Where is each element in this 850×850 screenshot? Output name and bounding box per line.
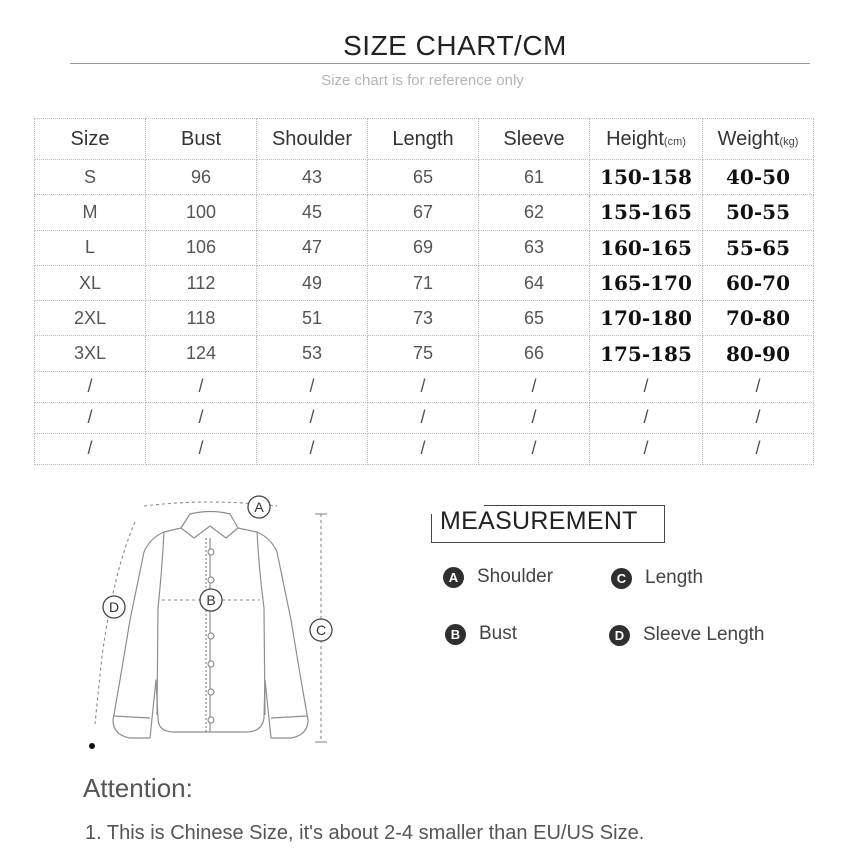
cell-weight: 70-80	[703, 301, 814, 336]
cell-shoulder: 51	[257, 301, 368, 336]
cell-length: 71	[368, 265, 479, 300]
page-title: SIZE CHART/CM	[343, 30, 567, 61]
header-shoulder: Shoulder	[257, 119, 368, 160]
cell-shoulder: 53	[257, 336, 368, 371]
marker-b	[200, 589, 222, 611]
badge-a-icon: A	[443, 567, 464, 588]
marker-a	[248, 496, 270, 518]
cell-size: 3XL	[35, 336, 146, 371]
cell-size: L	[35, 230, 146, 265]
cell-height: /	[590, 433, 703, 464]
cell-sleeve: 61	[479, 160, 590, 195]
table-row	[35, 195, 814, 230]
cell-size: S	[35, 160, 146, 195]
cell-weight: 40-50	[703, 160, 814, 195]
legend-length	[611, 567, 703, 589]
cell-sleeve: /	[479, 433, 590, 464]
marker-c	[310, 619, 332, 641]
cell-weight: /	[703, 402, 814, 433]
header-size: Size	[35, 119, 146, 160]
table-row	[35, 336, 814, 371]
cell-shoulder: 49	[257, 265, 368, 300]
cell-bust: /	[146, 402, 257, 433]
table-row	[35, 301, 814, 336]
shirt-diagram	[78, 480, 378, 770]
svg-text:B: B	[206, 592, 216, 608]
cell-height: /	[590, 402, 703, 433]
svg-text:A: A	[254, 499, 264, 515]
cell-size: /	[35, 371, 146, 402]
header-weight	[703, 119, 814, 160]
cell-weight: 80-90	[703, 336, 814, 371]
cell-sleeve: 62	[479, 195, 590, 230]
legend-label: Bust	[479, 623, 518, 644]
cell-height: 155-165	[590, 195, 703, 230]
cell-sleeve: 66	[479, 336, 590, 371]
header-height	[590, 119, 703, 160]
cell-length: 69	[368, 230, 479, 265]
cell-length: 73	[368, 301, 479, 336]
cell-sleeve: 63	[479, 230, 590, 265]
legend-label: Length	[645, 567, 704, 588]
legend-sleeve-length	[609, 624, 765, 646]
badge-c-icon: C	[611, 568, 632, 589]
legend-label: Shoulder	[477, 566, 554, 587]
header-weight-unit: (kg)	[779, 135, 799, 148]
table-row	[35, 371, 814, 402]
header-height-label: Height	[606, 127, 664, 150]
header-height-unit: (cm)	[663, 135, 686, 148]
cell-weight: 60-70	[703, 265, 814, 300]
cell-length: /	[368, 402, 479, 433]
table-body	[35, 160, 814, 465]
header-bust: Bust	[146, 119, 257, 160]
legend-shoulder	[443, 566, 553, 588]
cell-length: /	[368, 433, 479, 464]
cell-size: 2XL	[35, 301, 146, 336]
cell-bust: /	[146, 433, 257, 464]
cell-height: 165-170	[590, 265, 703, 300]
cell-length: 75	[368, 336, 479, 371]
cell-size: M	[35, 195, 146, 230]
cell-shoulder: /	[257, 371, 368, 402]
marker-d	[103, 596, 125, 618]
cell-bust: 112	[146, 265, 257, 300]
cell-weight: 55-65	[703, 230, 814, 265]
table-row	[35, 265, 814, 300]
cell-height: 170-180	[590, 301, 703, 336]
cell-bust: /	[146, 371, 257, 402]
cell-sleeve: /	[479, 371, 590, 402]
measurement-title: MEASUREMENT	[440, 507, 638, 535]
cell-height: 160-165	[590, 230, 703, 265]
cell-shoulder: 47	[257, 230, 368, 265]
cell-shoulder: 43	[257, 160, 368, 195]
cell-weight: 50-55	[703, 195, 814, 230]
cell-size: /	[35, 433, 146, 464]
svg-text:D: D	[108, 599, 120, 615]
legend-bust	[445, 623, 517, 645]
cell-shoulder: /	[257, 433, 368, 464]
header-sleeve: Sleeve	[479, 119, 590, 160]
badge-b-icon: B	[445, 624, 466, 645]
attention-note: 1. This is Chinese Size, it's about 2-4 smaller than EU/US Size.	[85, 822, 645, 844]
table-row	[35, 433, 814, 464]
size-chart-table	[34, 118, 814, 465]
table-header-row	[35, 119, 814, 160]
cell-height: 175-185	[590, 336, 703, 371]
cell-size: XL	[35, 265, 146, 300]
cell-bust: 96	[146, 160, 257, 195]
cell-height: /	[590, 371, 703, 402]
header-weight-label: Weight	[717, 127, 780, 150]
shirt-collar	[181, 512, 238, 539]
cell-bust: 100	[146, 195, 257, 230]
title-divider	[70, 63, 810, 64]
cell-weight: /	[703, 371, 814, 402]
page-subtitle: Size chart is for reference only	[321, 72, 524, 89]
legend-label: Sleeve Length	[643, 624, 765, 645]
cell-height: 150-158	[590, 160, 703, 195]
svg-text:C: C	[315, 622, 327, 638]
cell-bust: 124	[146, 336, 257, 371]
cell-bust: 118	[146, 301, 257, 336]
cell-sleeve: 64	[479, 265, 590, 300]
cell-bust: 106	[146, 230, 257, 265]
table-row	[35, 230, 814, 265]
cell-shoulder: /	[257, 402, 368, 433]
header-length: Length	[368, 119, 479, 160]
table-row	[35, 402, 814, 433]
attention-heading: Attention:	[83, 773, 193, 803]
cell-shoulder: 45	[257, 195, 368, 230]
cell-length: 65	[368, 160, 479, 195]
table-row	[35, 160, 814, 195]
cell-length: 67	[368, 195, 479, 230]
cell-size: /	[35, 402, 146, 433]
cell-sleeve: /	[479, 402, 590, 433]
cell-sleeve: 65	[479, 301, 590, 336]
cell-weight: /	[703, 433, 814, 464]
badge-d-icon: D	[609, 625, 630, 646]
cell-length: /	[368, 371, 479, 402]
